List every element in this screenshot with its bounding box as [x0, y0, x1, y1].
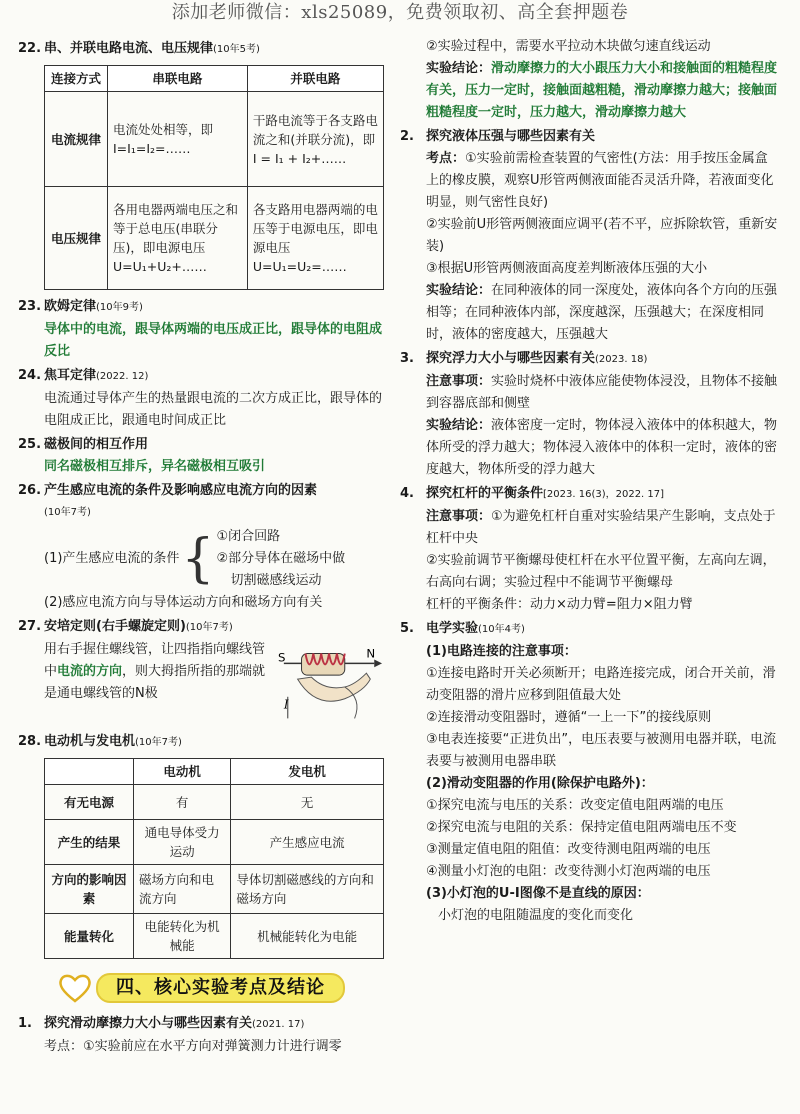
experiment-5-c1: ①连接电路时开关必须断开；电路连接完成，闭合开关前，滑动变阻器的滑片应移到阻值最大处	[426, 666, 776, 703]
watermark: 添加老师微信：xls25089，免费领取初、高全套押题卷	[171, 2, 629, 23]
section-28-title: 28. 电动机与发电机(10年7考)	[18, 734, 182, 749]
experiment-2-point-2: ②实验前U形管两侧液面应调平(若不平，应拆除软管，重新安装)	[426, 217, 778, 254]
right-column	[400, 36, 778, 927]
section-26-title: 26. 产生感应电流的条件及影响感应电流方向的因素	[18, 483, 318, 498]
section-26-tag: (10年7考)	[44, 507, 91, 518]
section-23-body: 导体中的电流，跟导体两端的电压成正比，跟导体的电阻成反比	[44, 322, 383, 359]
table-header: 并联电路	[247, 66, 383, 92]
experiment-4-note-2: ②实验前调节平衡螺母使杠杆在水平位置平衡，左高向左调，右高向右调；实验过程中不能调节平衡螺母	[426, 553, 776, 590]
experiment-2-point-3: ③根据U形管两侧液面高度差判断液体压强的大小	[426, 261, 708, 276]
svg-text:N: N	[366, 646, 376, 661]
left-column	[18, 36, 384, 1058]
experiment-5-r1: ①探究电流与电压的关系：改变定值电阻两端的电压	[426, 798, 724, 813]
experiment-2-conclusion: 实验结论：在同种液体的同一深度处，液体向各个方向的压强相等；在同种液体内部，深度越深，压强越大；在深度相同时，液体的密度越大，压强越大	[426, 283, 778, 342]
section-24-body: 电流通过导体产生的热量跟电流的二次方成正比，跟导体的电阻成正比，跟通电时间成正比	[44, 391, 383, 428]
section-27-title: 27. 安培定则(右手螺旋定则)(10年7考)	[18, 619, 233, 634]
table-header: 电动机	[134, 759, 231, 785]
experiment-5-c3: ③电表连接要“正进负出”，电压表要与被测用电器并联，电流表要与被测用电器串联	[426, 732, 777, 769]
table-row: 方向的影响因素 磁场方向和电流方向 导体切割磁感线的方向和磁场方向	[45, 865, 384, 914]
section-22-title: 22. 串、并联电路电流、电压规律(10年5考)	[18, 41, 260, 56]
experiment-1-conclusion: 实验结论：滑动摩擦力的大小跟压力大小和接触面的粗糙程度有关，压力一定时，接触面越粗糙，滑动摩擦力越大；接触面粗糙程度一定时，压力越大，滑动摩擦力越大	[426, 61, 778, 120]
section-26-item2: (2)感应电流方向与导体运动方向和磁场方向有关	[44, 595, 323, 610]
brace-icon: {	[181, 529, 215, 589]
table-row: 有无电源 有 无	[45, 785, 384, 820]
experiment-5-heading-1: (1)电路连接的注意事项：	[426, 644, 577, 659]
experiment-5-r5: 小灯泡的电阻随温度的变化而变化	[438, 908, 634, 923]
experiment-5-r4: ④测量小灯泡的电阻：改变待测小灯泡两端的电压	[426, 864, 711, 879]
experiment-2-point-1: 考点：①实验前需检查装置的气密性(方法：用手按压金属盒上的橡皮膜，观察U形管两侧液面能否灵活升降，若液面变化明显，则气密性良好)	[426, 151, 774, 210]
svg-text:I: I	[283, 697, 289, 712]
experiment-5-c2: ②连接滑动变阻器时，遵循“一上一下”的接线原则	[426, 710, 712, 725]
experiment-3-title: 3. 探究浮力大小与哪些因素有关(2023. 18)	[400, 351, 648, 366]
experiment-3-conclusion: 实验结论：液体密度一定时，物体浸入液体中的体积越大，物体所受的浮力越大；物体浸入液体中的体积一定时，液体的密度越大，物体所受的浮力越大	[426, 418, 778, 477]
experiment-5-r2: ②探究电流与电阻的关系：保持定值电阻两端电压不变	[426, 820, 737, 835]
experiment-5-r3: ③测量定值电阻的阻值：改变待测电阻两端的电压	[426, 842, 711, 857]
experiment-4-balance: 杠杆的平衡条件：动力×动力臂=阻力×阻力臂	[426, 597, 693, 612]
section-24-title: 24. 焦耳定律(2022. 12)	[18, 368, 149, 383]
induction-conditions: (1)产生感应电流的条件 { ①闭合回路 ②部分导体在磁场中做 切割磁感线运动	[44, 529, 346, 589]
svg-text:S: S	[277, 650, 286, 665]
experiment-1-point-1: 考点：①实验前应在水平方向对弹簧测力计进行调零	[44, 1039, 342, 1054]
experiment-4-note-1: 注意事项：①为避免杠杆自重对实验结果产生影响，支点处于杠杆中央	[426, 509, 776, 546]
section-23-title: 23. 欧姆定律(10年9考)	[18, 299, 143, 314]
table-header: 连接方式	[45, 66, 108, 92]
section-banner: 四、核心实验考点及结论	[58, 973, 384, 1003]
right-hand-solenoid-figure	[276, 639, 384, 729]
table-header	[45, 759, 134, 785]
experiment-2-title: 2. 探究液体压强与哪些因素有关	[400, 129, 596, 144]
section-25-body: 同名磁极相互排斥，异名磁极相互吸引	[44, 459, 266, 474]
table-header: 串联电路	[108, 66, 248, 92]
experiment-4-title: 4. 探究杠杆的平衡条件[2023. 16(3)，2022. 17]	[400, 486, 665, 501]
section-27-body: 用右手握住螺线管，让四指指向螺线管中电流的方向，则大拇指所指的那端就是通电螺线管的N极	[44, 642, 266, 701]
motor-generator-table	[44, 758, 384, 959]
circuit-law-table	[44, 65, 384, 290]
experiment-3-note: 注意事项：实验时烧杯中液体应能使物体浸没，且物体不接触到容器底部和侧壁	[426, 374, 778, 411]
experiment-1-point-2: ②实验过程中，需要水平拉动木块做匀速直线运动	[426, 39, 711, 54]
table-header: 发电机	[231, 759, 384, 785]
heart-icon	[58, 973, 92, 1003]
experiment-5-heading-3: (3)小灯泡的U-I图像不是直线的原因：	[426, 886, 650, 901]
table-row: 能量转化 电能转化为机械能 机械能转化为电能	[45, 914, 384, 959]
experiment-1-title: 1. 探究滑动摩擦力大小与哪些因素有关(2021. 17)	[18, 1016, 305, 1031]
table-row: 电流规律 电流处处相等，即I=I₁=I₂=…… 干路电流等于各支路电流之和(并联分流)，即 I = I₁ + I₂+……	[45, 92, 384, 187]
table-row: 产生的结果 通电导体受力运动 产生感应电流	[45, 820, 384, 865]
experiment-5-heading-2: (2)滑动变阻器的作用(除保护电路外)：	[426, 776, 654, 791]
experiment-5-title: 5. 电学实验(10年4考)	[400, 621, 525, 636]
section-25-title: 25. 磁极间的相互作用	[18, 437, 149, 452]
table-row: 电压规律 各用电器两端电压之和等于总电压(串联分压)，即电源电压 U=U₁+U₂+…… 各支路用电器两端的电压等于电源电压，即电源电压 U=U₁=U₂=……	[45, 187, 384, 290]
